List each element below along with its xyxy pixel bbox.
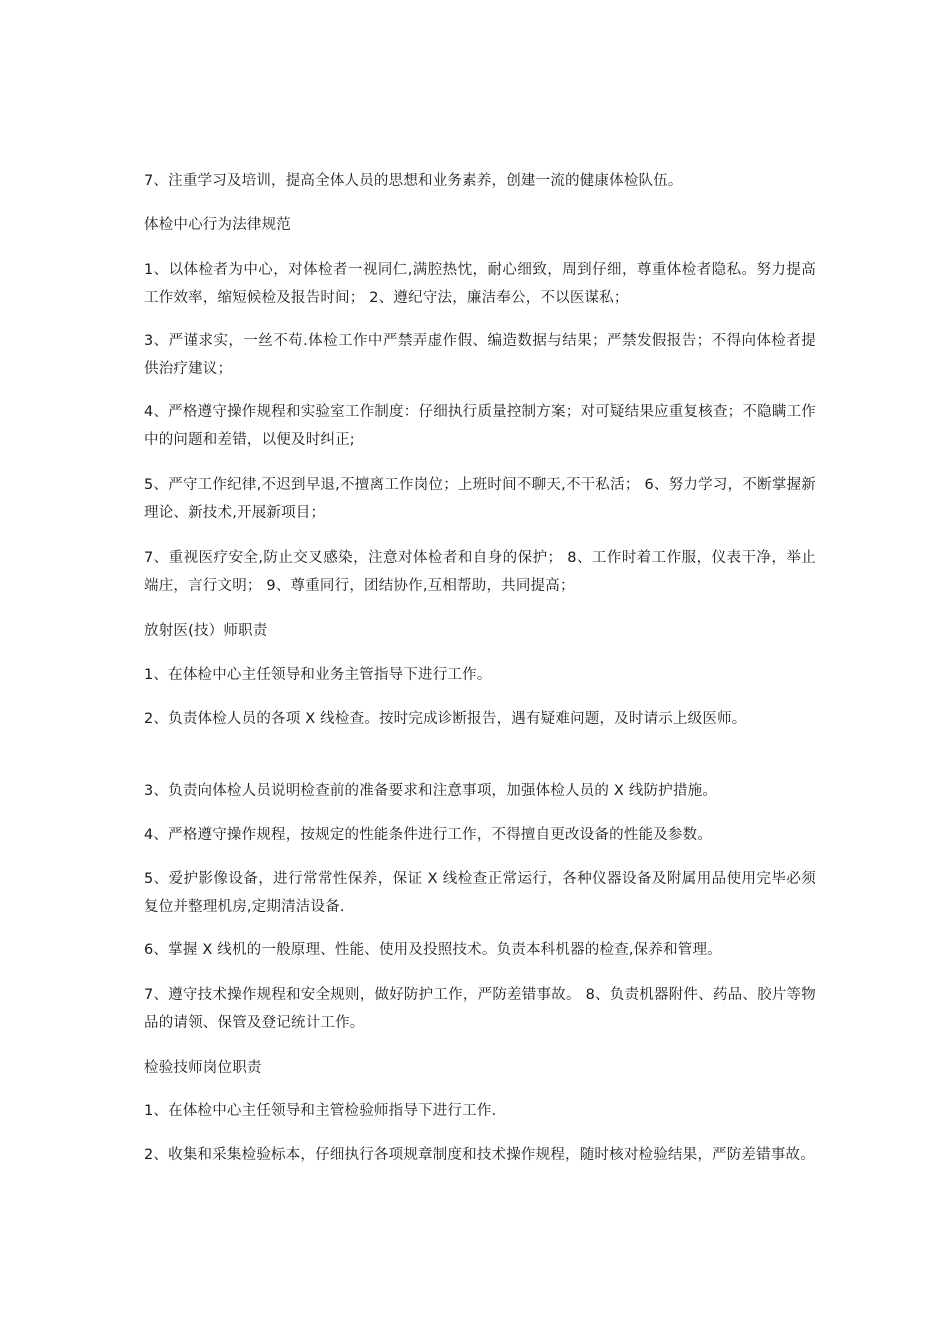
paragraph-radiology-1: 1、在体检中心主任领导和业务主管指导下进行工作。 [144, 667, 492, 683]
paragraph-radiology-5: 5、爱护影像设备，进行常常性保养，保证 X 线检查正常运行，各种仪器设备及附属用品使用完毕必须复位并整理机房,定期清洁设备. [144, 871, 816, 915]
paragraph-lab-1: 1、在体检中心主任领导和主管检验师指导下进行工作. [144, 1103, 497, 1119]
paragraph-radiology-2: 2、负责体检人员的各项 X 线检查。按时完成诊断报告，遇有疑难问题，及时请示上级医师。 [144, 711, 747, 727]
paragraph-conduct-5-6: 5、严守工作纪律,不迟到早退,不擅离工作岗位；上班时间不聊天,不干私活； 6、努力学习，不断掌握新理论、新技术,开展新项目； [144, 477, 816, 521]
paragraph-radiology-3: 3、负责向体检人员说明检查前的准备要求和注意事项，加强体检人员的 X 线防护措施。 [144, 783, 718, 799]
heading-radiology-duties: 放射医(技）师职责 [144, 623, 268, 639]
paragraph-conduct-7-9: 7、重视医疗安全,防止交叉感染，注意对体检者和自身的保护； 8、工作时着工作服，仪表干净，举止端庄，言行文明； 9、尊重同行，团结协作,互相帮助，共同提高； [144, 550, 816, 594]
paragraph-training-team: 7、注重学习及培训，提高全体人员的思想和业务素养，创建一流的健康体检队伍。 [144, 173, 683, 189]
heading-lab-tech-duties: 检验技师岗位职责 [144, 1060, 262, 1076]
heading-conduct-norms: 体检中心行为法律规范 [144, 217, 291, 233]
paragraph-conduct-1-2: 1、以体检者为中心，对体检者一视同仁,满腔热忱，耐心细致，周到仔细，尊重体检者隐私。努力提高工作效率，缩短候检及报告时间； 2、遵纪守法，廉洁奉公，不以医谋私； [144, 262, 816, 306]
paragraph-radiology-7-8: 7、遵守技术操作规程和安全规则，做好防护工作，严防差错事故。 8、负责机器附件、药品、胶片等物品的请领、保管及登记统计工作。 [144, 987, 816, 1031]
paragraph-lab-2: 2、收集和采集检验标本，仔细执行各项规章制度和技术操作规程，随时核对检验结果，严防差错事故。 [144, 1147, 815, 1163]
paragraph-radiology-6: 6、掌握 X 线机的一般原理、性能、使用及投照技术。负责本科机器的检查,保养和管理。 [144, 942, 722, 958]
paragraph-conduct-3: 3、严谨求实，一丝不苟.体检工作中严禁弄虚作假、编造数据与结果；严禁发假报告；不得向体检者提供治疗建议； [144, 333, 816, 377]
paragraph-radiology-4: 4、严格遵守操作规程，按规定的性能条件进行工作，不得擅自更改设备的性能及参数。 [144, 827, 713, 843]
paragraph-conduct-4: 4、严格遵守操作规程和实验室工作制度：仔细执行质量控制方案；对可疑结果应重复核查；不隐瞒工作中的问题和差错，以便及时纠正; [144, 404, 816, 448]
